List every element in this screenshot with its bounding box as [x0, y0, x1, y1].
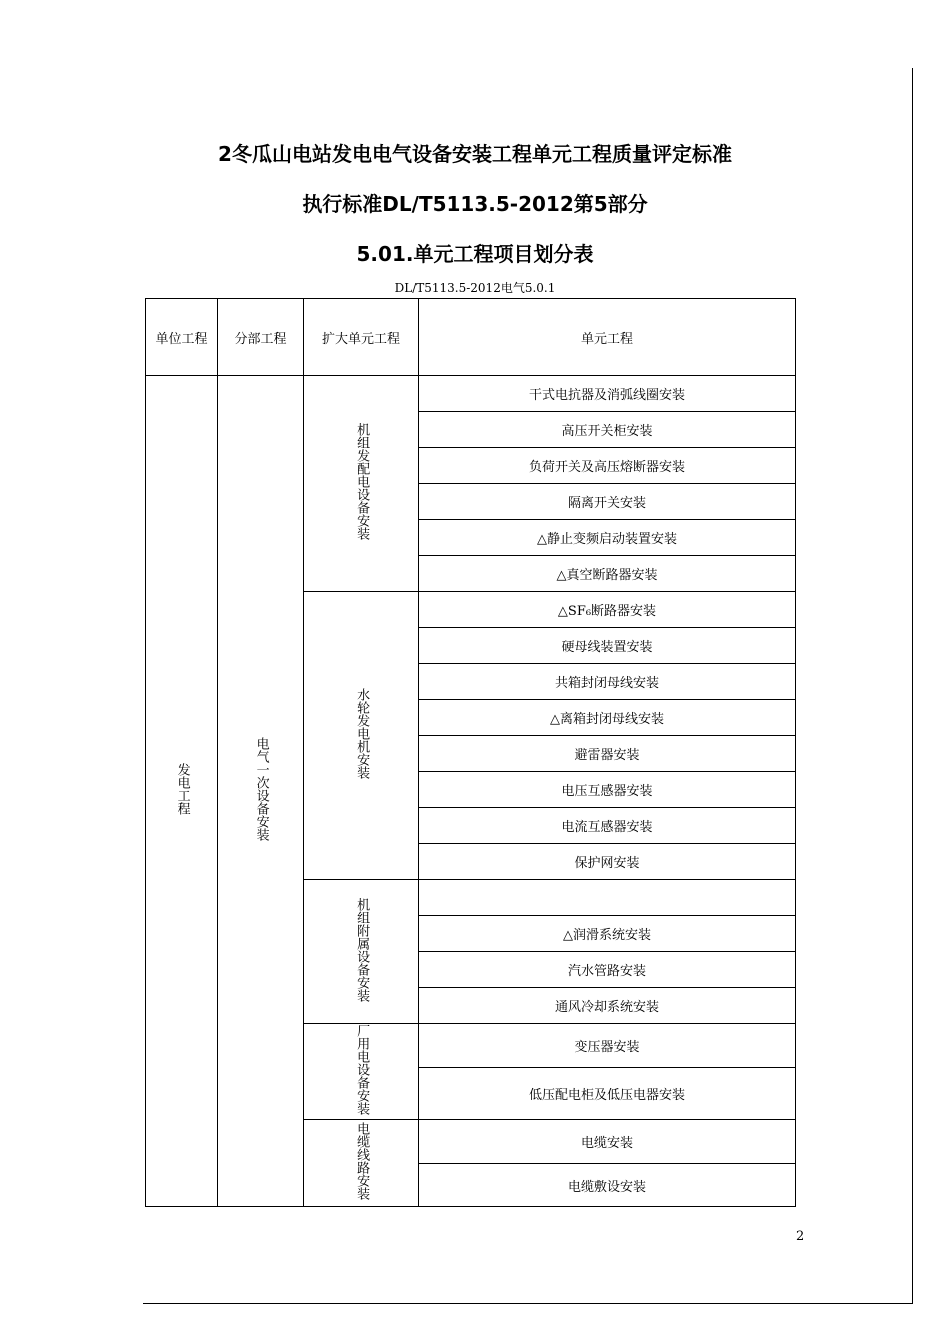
unit-item: 低压配电柜及低压电器安装: [419, 1067, 796, 1119]
unit-item: △润滑系统安装: [419, 916, 796, 952]
unit-item: 负荷开关及高压熔断器安装: [419, 448, 796, 484]
group-cell: [304, 1120, 419, 1207]
sub-project-label: 电气一次设备安装: [253, 737, 269, 841]
header-cell: 扩大单元工程: [304, 299, 419, 376]
header-cell: 单位工程: [146, 299, 218, 376]
unit-item: 电流互感器安装: [419, 808, 796, 844]
unit-item: 变压器安装: [419, 1024, 796, 1068]
unit-item: [419, 880, 796, 916]
unit-project-label: 发电工程: [174, 763, 190, 815]
unit-project-cell: [146, 376, 218, 1207]
unit-item: 电缆敷设安装: [419, 1164, 796, 1207]
unit-item: 保护网安装: [419, 844, 796, 880]
group-cell: [304, 880, 419, 1024]
unit-item: 隔离开关安装: [419, 484, 796, 520]
table-row: [146, 376, 796, 412]
table-caption: DL/T5113.5-2012电气5.0.1: [394, 281, 556, 295]
division-table: [145, 298, 796, 1207]
unit-item: 避雷器安装: [419, 736, 796, 772]
group-cell: [304, 592, 419, 880]
standard-title: 执行标准DL/T5113.5-2012第5部分: [302, 192, 648, 216]
header-cell: 单元工程: [419, 299, 796, 376]
page-border-bottom: [143, 1303, 913, 1304]
unit-item: △真空断路器安装: [419, 556, 796, 592]
unit-item: 高压开关柜安装: [419, 412, 796, 448]
header-cell: 分部工程: [218, 299, 304, 376]
group-label: 水轮发电机安装: [354, 688, 370, 779]
header-row: [146, 299, 796, 376]
unit-item: 电缆安装: [419, 1120, 796, 1164]
sub-project-cell: [218, 376, 304, 1207]
page-number: 2: [796, 1229, 805, 1244]
unit-item: 硬母线装置安装: [419, 628, 796, 664]
unit-item: 共箱封闭母线安装: [419, 664, 796, 700]
page-title: 2冬瓜山电站发电电气设备安装工程单元工程质量评定标准: [218, 142, 732, 166]
group-cell: [304, 1024, 419, 1120]
group-label: 厂用电设备安装: [354, 1024, 370, 1115]
unit-item: △静止变频启动装置安装: [419, 520, 796, 556]
unit-item: 电压互感器安装: [419, 772, 796, 808]
group-label: 机组附属设备安装: [354, 897, 370, 1002]
table-title: 5.01.单元工程项目划分表: [356, 242, 594, 266]
group-label: 电缆线路安装: [354, 1122, 370, 1200]
group-label: 机组发配电设备安装: [354, 423, 370, 540]
unit-item: △离箱封闭母线安装: [419, 700, 796, 736]
group-cell: [304, 376, 419, 592]
unit-item: 通风冷却系统安装: [419, 988, 796, 1024]
unit-item: △SF₆断路器安装: [419, 592, 796, 628]
unit-item: 汽水管路安装: [419, 952, 796, 988]
unit-item: 干式电抗器及消弧线圈安装: [419, 376, 796, 412]
